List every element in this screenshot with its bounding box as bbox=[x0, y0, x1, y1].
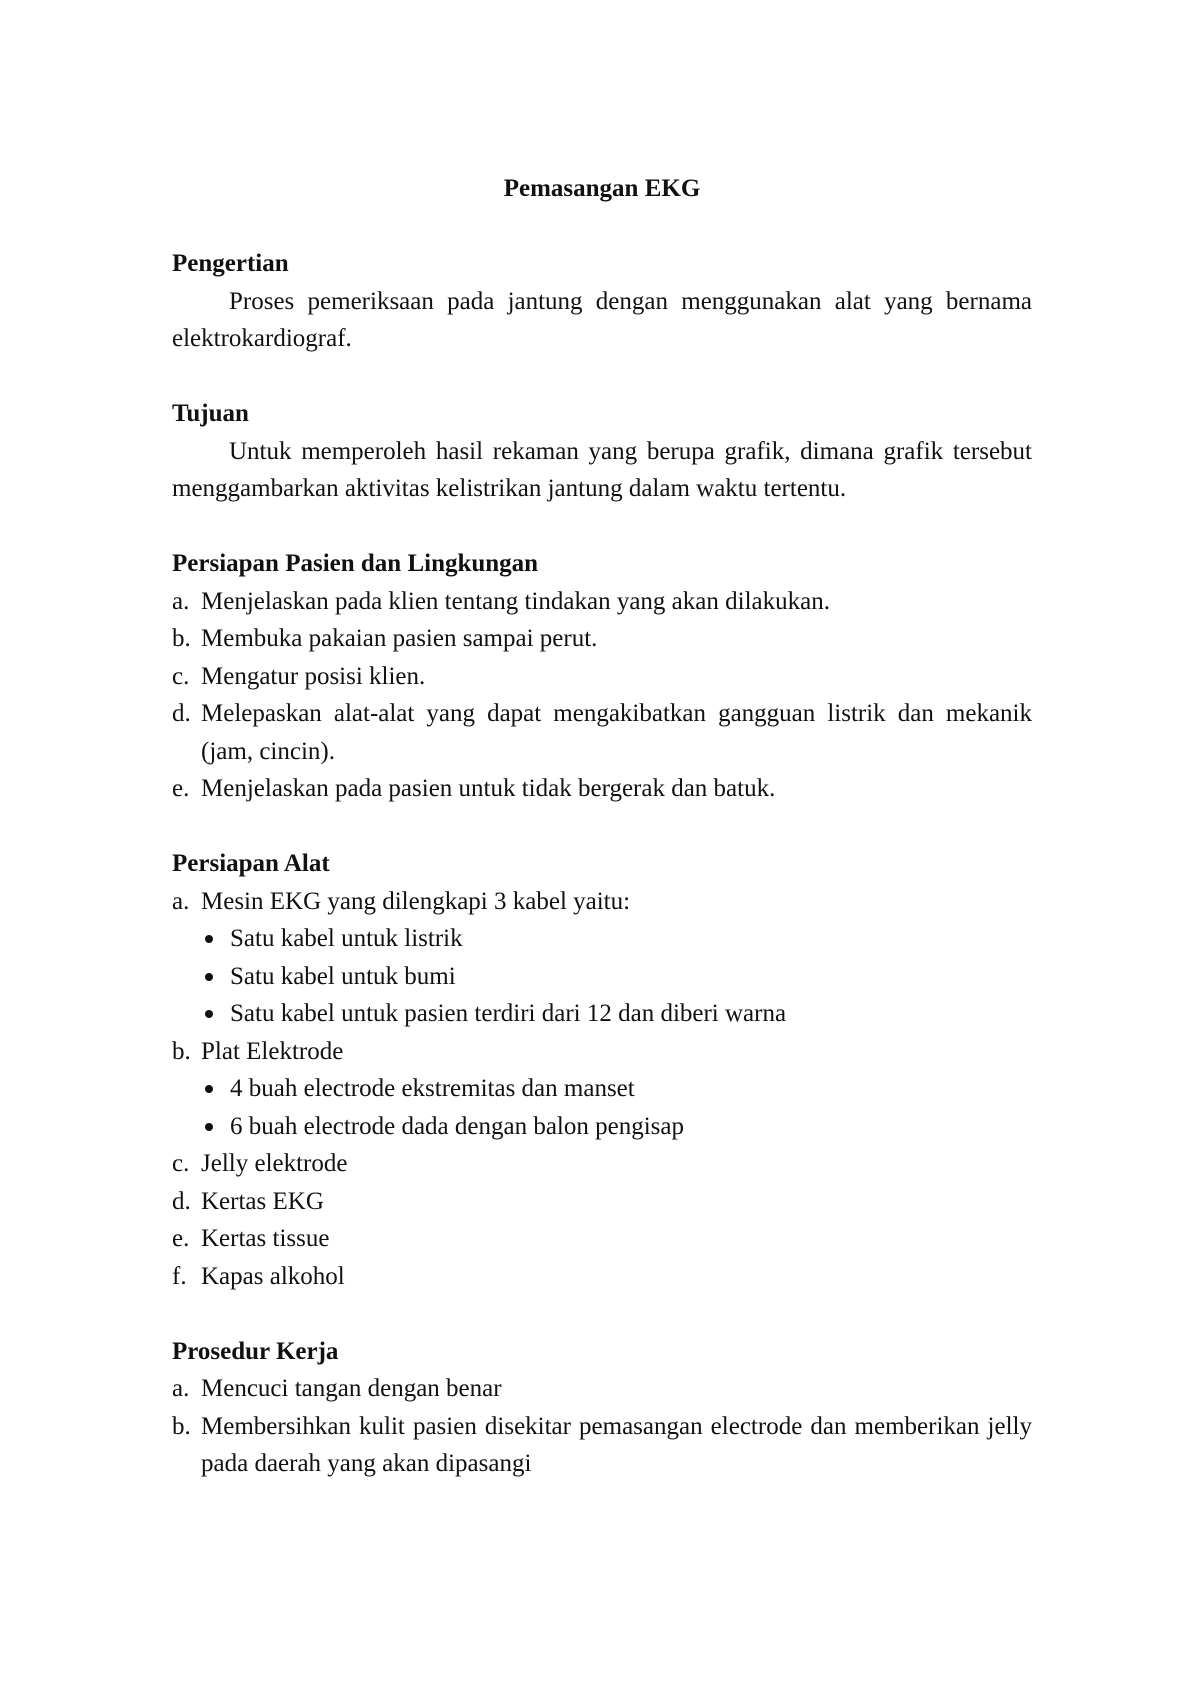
bullet-item bbox=[201, 995, 1032, 1033]
list-marker: a. bbox=[172, 587, 190, 615]
bullet-item-text: Satu kabel untuk pasien terdiri dari 12 dan diberi warna bbox=[230, 1000, 787, 1027]
list-item-text: Melepaskan alat-alat yang dapat mengakibatkan gangguan listrik dan mekanik (jam, cincin). bbox=[201, 700, 1032, 765]
list-item-text: Plat Elektrode bbox=[201, 1037, 344, 1065]
section-heading: Persiapan Alat bbox=[172, 850, 330, 877]
ordered-list bbox=[172, 1370, 1032, 1483]
list-marker: c. bbox=[172, 662, 190, 690]
list-item bbox=[172, 658, 1032, 696]
list-marker: d. bbox=[172, 700, 191, 727]
bullet-icon bbox=[201, 1108, 230, 1146]
list-item bbox=[172, 770, 1032, 808]
list-item-text: Mencuci tangan dengan benar bbox=[201, 1375, 502, 1402]
section-persiapan-alat bbox=[172, 845, 1032, 1295]
list-marker: d. bbox=[172, 1187, 191, 1215]
bullet-item-text: 6 buah electrode dada dengan balon pengisap bbox=[230, 1112, 684, 1140]
list-item bbox=[172, 695, 1032, 770]
list-marker: b. bbox=[172, 1412, 191, 1440]
list-marker: c. bbox=[172, 1150, 190, 1177]
list-item-text: Mengatur posisi klien. bbox=[201, 662, 426, 690]
bullet-icon bbox=[201, 920, 230, 958]
bullet-item bbox=[201, 1070, 1032, 1108]
list-item-text: Kertas tissue bbox=[201, 1225, 330, 1252]
ordered-list bbox=[172, 883, 1032, 1296]
list-item-text: Menjelaskan pada klien tentang tindakan yang akan dilakukan. bbox=[201, 587, 830, 615]
bullet-item-text: Satu kabel untuk bumi bbox=[230, 962, 456, 990]
bullet-item bbox=[201, 1108, 1032, 1146]
list-marker: e. bbox=[172, 1225, 190, 1252]
list-item bbox=[172, 1145, 1032, 1183]
document-title: Pemasangan EKG bbox=[503, 175, 701, 202]
list-marker: e. bbox=[172, 775, 190, 802]
list-item-text: Kertas EKG bbox=[201, 1187, 324, 1215]
list-item bbox=[172, 1370, 1032, 1408]
list-marker: a. bbox=[172, 1375, 190, 1402]
list-item-text: Jelly elektrode bbox=[201, 1150, 348, 1177]
section-persiapan-pasien bbox=[172, 545, 1032, 808]
bullet-icon bbox=[201, 1070, 230, 1108]
list-item bbox=[172, 1183, 1032, 1221]
ordered-list bbox=[172, 583, 1032, 808]
list-marker: b. bbox=[172, 1037, 191, 1065]
section-heading: Pengertian bbox=[172, 250, 289, 277]
section-heading: Prosedur Kerja bbox=[172, 1337, 339, 1365]
list-item bbox=[172, 1258, 1032, 1296]
bullet-item-text: Satu kabel untuk listrik bbox=[230, 925, 463, 952]
list-marker: f. bbox=[172, 1262, 187, 1290]
section-paragraph: Proses pemeriksaan pada jantung dengan menggunakan alat yang bernama elektrokardiograf. bbox=[172, 287, 1032, 352]
bullet-item bbox=[201, 958, 1032, 996]
section-prosedur-kerja bbox=[172, 1333, 1032, 1483]
bullet-item bbox=[201, 920, 1032, 958]
bullet-item-text: 4 buah electrode ekstremitas dan manset bbox=[230, 1075, 635, 1102]
list-item bbox=[172, 583, 1032, 621]
list-item bbox=[172, 620, 1032, 658]
list-marker: b. bbox=[172, 625, 191, 652]
list-item-text: Membersihkan kulit pasien disekitar pemasangan electrode dan memberikan jelly pada daerah yang akan dipasangi bbox=[201, 1412, 1032, 1477]
bullet-list bbox=[172, 920, 1032, 1033]
list-item-text: Mesin EKG yang dilengkapi 3 kabel yaitu: bbox=[201, 887, 631, 915]
list-item bbox=[172, 1408, 1032, 1483]
section-heading: Tujuan bbox=[172, 400, 249, 427]
document-page bbox=[172, 170, 1032, 1483]
section-tujuan bbox=[172, 395, 1032, 508]
bullet-list bbox=[172, 1070, 1032, 1145]
list-item-text: Kapas alkohol bbox=[201, 1262, 345, 1290]
list-item bbox=[172, 1033, 1032, 1146]
section-heading: Persiapan Pasien dan Lingkungan bbox=[172, 550, 539, 577]
list-item bbox=[172, 883, 1032, 1033]
list-item-text: Membuka pakaian pasien sampai perut. bbox=[201, 625, 598, 652]
bullet-icon bbox=[201, 958, 230, 996]
section-pengertian bbox=[172, 245, 1032, 358]
section-paragraph: Untuk memperoleh hasil rekaman yang berupa grafik, dimana grafik tersebut menggambarkan aktivitas kelistrikan jantung dalam waktu tertentu. bbox=[172, 437, 1032, 502]
list-marker: a. bbox=[172, 887, 190, 915]
bullet-icon bbox=[201, 995, 230, 1033]
list-item-text: Menjelaskan pada pasien untuk tidak bergerak dan batuk. bbox=[201, 775, 776, 802]
list-item bbox=[172, 1220, 1032, 1258]
